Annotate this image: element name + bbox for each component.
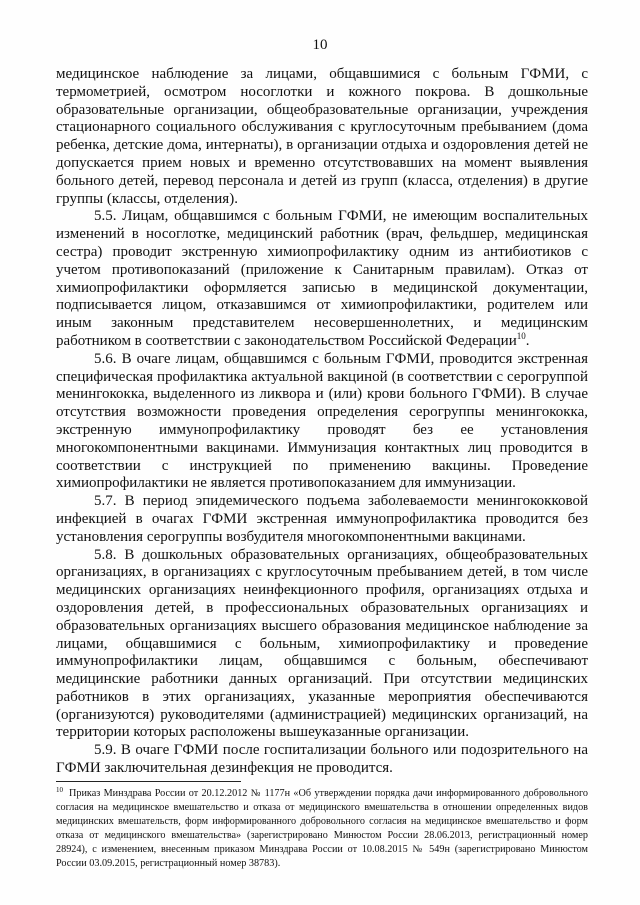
paragraph-continuation: медицинское наблюдение за лицами, общавшимися с больным ГФМИ, с термометрией, осмотром носоглотки и кожного покрова. В дошкольные образовательные организации, общеобразовательные организации, учреждения стационарного социального обслуживания с круглосуточным пребыванием (дома ребенка, детские дома, интернаты), в организации отдыха и оздоровления детей не допускается прием новых и временно отсутствовавших на момент выявления больного детей, перевод персонала и детей из групп (класса, отделения) в другие группы (классы, отделения).	[56, 66, 588, 207]
paragraph-5-7: 5.7. В период эпидемического подъема заболеваемости менингококковой инфекцией в очагах ГФМИ экстренная иммунопрофилактика проводится без установления серогруппы возбудителя многокомпонентными вакцинами.	[56, 493, 588, 545]
footnote	[56, 787, 588, 871]
footnote-text: Приказ Минздрава России от 20.12.2012 № 1177н «Об утверждении порядка дачи информированного добровольного согласия на медицинское вмешательство и отказа от медицинского вмешательства в отношении определенных видов медицинских вмешательств, форм информированного добровольного согласия на медицинское вмешательство и форм отказа от медицинского вмешательства» (зарегистрировано Минюстом России 28.06.2013, регистрационный номер 28924), с изменением, внесенным приказом Минздрава России от 10.08.2015 № 549н (зарегистрировано Минюстом России 03.09.2015, регистрационный номер 38783).	[56, 788, 588, 869]
footnote-mark: 10	[56, 785, 63, 794]
body-text	[56, 66, 588, 778]
paragraph-5-9: 5.9. В очаге ГФМИ после госпитализации больного или подозрительного на ГФМИ заключительная дезинфекция не проводится.	[56, 742, 588, 777]
footnote-divider	[56, 781, 241, 782]
paragraph-5-6: 5.6. В очаге лицам, общавшимся с больным ГФМИ, проводится экстренная специфическая профилактика актуальной вакциной (в соответствии с серогруппой менингококка, выделенного из ликвора и (или) крови больного ГФМИ). В случае отсутствия возможности проведения определения серогруппы менингококка, экстренную иммунопрофилактику проводят без ее установления многокомпонентными вакцинами. Иммунизация контактных лиц проводится в соответствии с инструкцией по применению вакцины. Проведение химиопрофилактики не является противопоказанием для иммунизации.	[56, 350, 588, 492]
page-number: 10	[312, 37, 328, 53]
paragraph-5-5-end: .	[525, 332, 530, 349]
paragraph-5-5	[56, 208, 588, 350]
paragraph-5-5-text: 5.5. Лицам, общавшимся с больным ГФМИ, не имеющим воспалительных изменений в носоглотке, медицинский работник (врач, фельдшер, медицинская сестра) проводит экстренную химиопрофилактику одним из антибиотиков с учетом противопоказаний (приложение к Санитарным правилам). Отказ от химиопрофилактики оформляется записью в медицинской документации, подписывается лицом, отказавшимся от химиопрофилактики, родителем или иным законным представителем несовершеннолетних, и медицинским работником в соответствии с законодательством Российской Федерации	[56, 208, 588, 349]
footnote-reference[interactable]: 10	[516, 330, 526, 341]
paragraph-5-8: 5.8. В дошкольных образовательных организациях, общеобразовательных организациях, в организациях с круглосуточным пребыванием детей, в том числе медицинских организациях неинфекционного профиля, организациях отдыха и оздоровления детей, в профессиональных образовательных организациях и образовательных организациях высшего образования медицинское наблюдение за лицами, общавшимися с больным, химиопрофилактику и проведение иммунопрофилактики лицам, общавшимся с больным, обеспечивают медицинские работники данных организаций. При отсутствии медицинских работников в этих организациях, указанные мероприятия обеспечиваются (организуются) руководителями (администрацией) медицинских организаций, на территории которых расположены вышеуказанные организации.	[56, 546, 588, 741]
